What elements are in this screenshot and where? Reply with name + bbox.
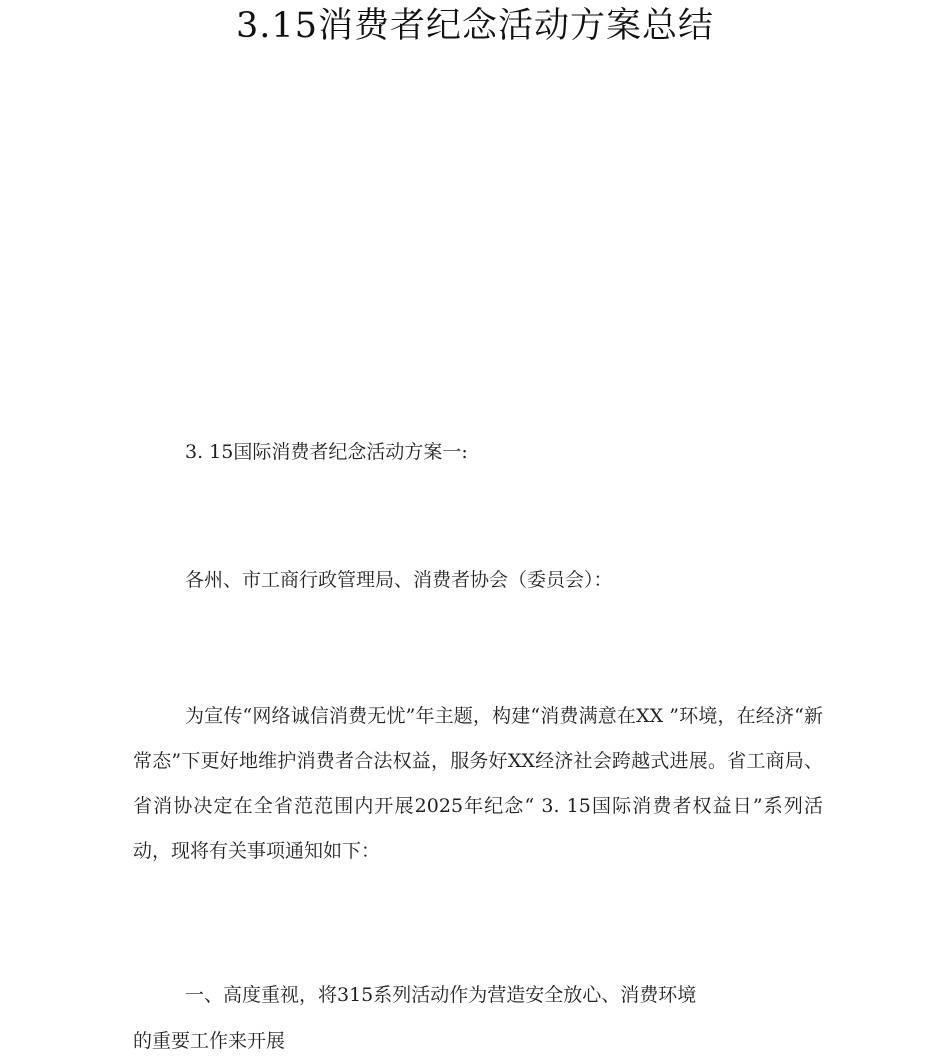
section-heading-paragraph: 一、高度重视，将315系列活动作为营造安全放心、消费环境的重要工作来开展 [133, 984, 697, 1052]
document-title: 3.15消费者纪念活动方案总结 [236, 6, 714, 46]
body-paragraph: 为宣传“网络诚信消费无忧”年主题，构建“消费满意在XX ”环境，在经济“新常态”下更好地维护消费者合法权益，服务好XX经济社会跨越式进展。省工商局、省消协决定在全省范范围内开展2025年纪念“ 3. 15国际消费者权益日”系列活动，现将有关事项通知如下： [133, 705, 823, 862]
intro-paragraph: 3. 15国际消费者纪念活动方案一: [185, 441, 468, 463]
address-paragraph: 各州、市工商行政管理局、消费者协会（委员会）： [185, 569, 613, 591]
